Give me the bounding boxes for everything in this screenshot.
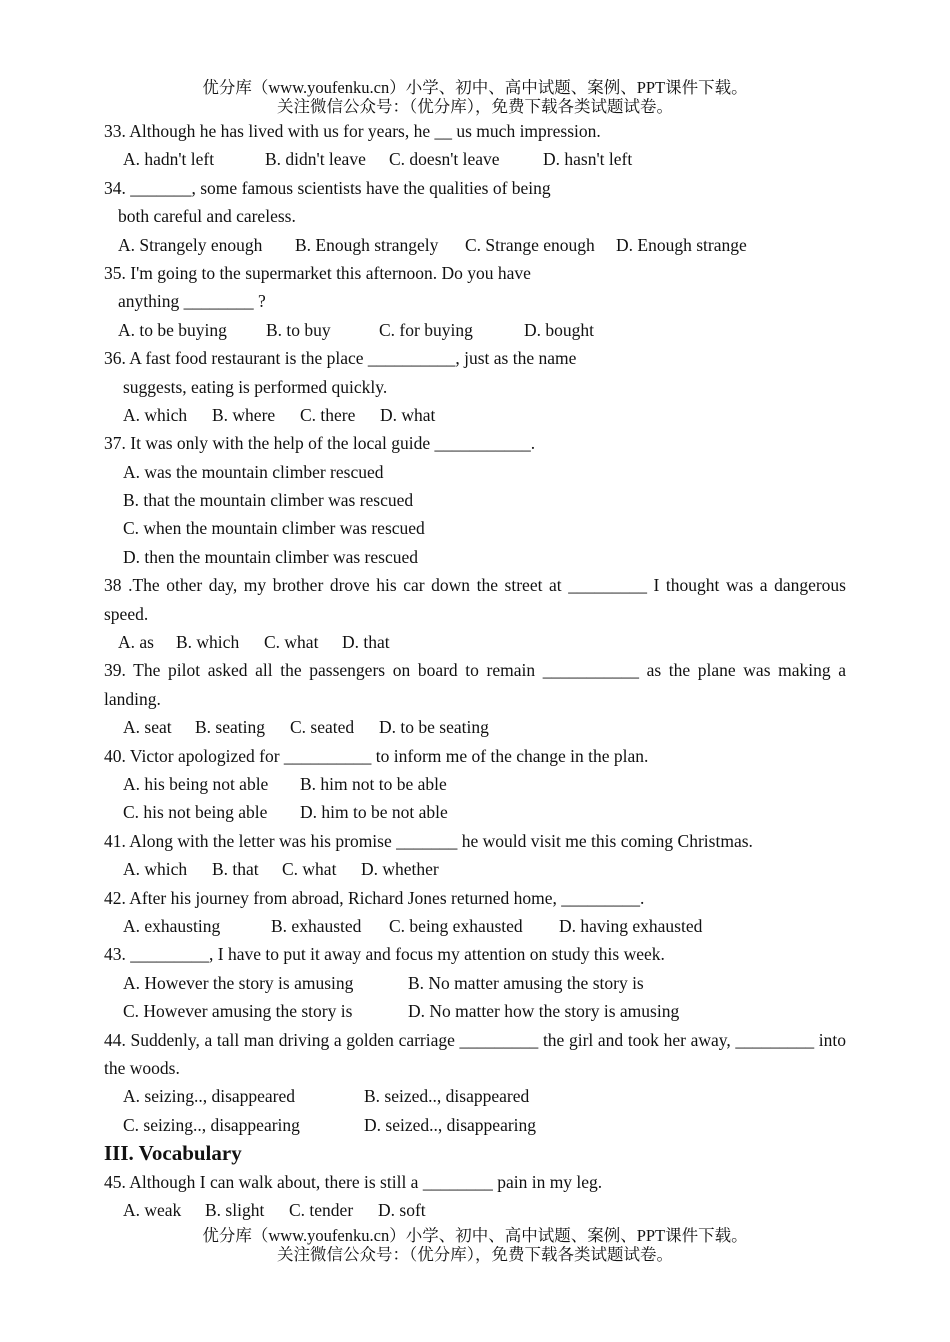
- option-a: A. to be buying: [118, 319, 227, 340]
- option-b: B. seating: [195, 717, 265, 738]
- question-43: [104, 940, 846, 1025]
- option-c: C. Strange enough: [465, 234, 595, 255]
- option-b: B. slight: [205, 1199, 265, 1220]
- options-row: [104, 855, 846, 883]
- option-c: C. his not being able: [123, 802, 268, 823]
- option-c: C. what: [264, 632, 319, 653]
- question-41: [104, 827, 846, 884]
- section-heading: III. Vocabulary: [104, 1141, 242, 1166]
- option-a: A. which: [123, 859, 188, 880]
- options-row: [104, 1196, 846, 1224]
- option-a: A. However the story is amusing: [123, 972, 354, 993]
- option-b: B. where: [212, 404, 276, 425]
- option-a: A. seat: [123, 717, 172, 738]
- header-line-1: 优分库（www.youfenku.cn）小学、初中、高中试题、案例、PPT课件下载。: [202, 78, 748, 97]
- question-39: [104, 656, 846, 741]
- question-38: [104, 571, 846, 656]
- question-stem: 35. I'm going to the supermarket this afternoon. Do you have: [104, 262, 531, 283]
- question-44: [104, 1026, 846, 1140]
- option-d: D. that: [342, 632, 390, 653]
- option-c: C. seated: [290, 717, 355, 738]
- option-b: B. him not to be able: [300, 774, 447, 795]
- option-d: D. having exhausted: [559, 916, 703, 936]
- option-d: D. whether: [361, 859, 439, 880]
- question-stem: 43. _________, I have to put it away and focus my attention on study this week.: [104, 944, 665, 965]
- option-b: B. to buy: [266, 319, 331, 340]
- page-footer: [0, 1226, 950, 1264]
- options-row: [104, 1111, 846, 1139]
- option-b: B. No matter amusing the story is: [408, 972, 644, 993]
- option-c: C. what: [282, 859, 337, 880]
- option-d: D. soft: [378, 1199, 426, 1220]
- question-35: [104, 259, 846, 344]
- option-b: B. Enough strangely: [295, 234, 439, 255]
- option-a: A. Strangely enough: [118, 234, 263, 255]
- option-b: B. seized.., disappeared: [364, 1086, 530, 1107]
- options-row: [104, 912, 846, 940]
- option-d: D. No matter how the story is amusing: [408, 1001, 680, 1022]
- option-c: C. there: [300, 404, 356, 425]
- question-stem-cont: both careful and careless.: [118, 206, 296, 227]
- question-stem: 41. Along with the letter was his promise _______ he would visit me this coming Christmas.: [104, 830, 753, 851]
- option-a: A. weak: [123, 1199, 182, 1220]
- option-d: D. what: [380, 404, 436, 425]
- question-stem: 33. Although he has lived with us for years, he __ us much impression.: [104, 121, 601, 141]
- option-d: D. to be seating: [379, 717, 489, 738]
- question-stem: 42. After his journey from abroad, Richard Jones returned home, _________.: [104, 887, 645, 908]
- option-a: A. seizing.., disappeared: [123, 1086, 296, 1107]
- option-c: C. for buying: [379, 319, 473, 340]
- option-d: D. bought: [524, 319, 594, 340]
- footer-line-2: 关注微信公众号：（优分库），免费下载各类试题试卷。: [277, 1245, 673, 1264]
- question-stem: 34. _______, some famous scientists have the qualities of being: [104, 177, 551, 198]
- question-37: [104, 429, 846, 571]
- options-row: [104, 628, 846, 656]
- question-stem: 40. Victor apologized for __________ to inform me of the change in the plan.: [104, 745, 649, 766]
- options-row: [104, 145, 846, 173]
- option-b: B. which: [176, 632, 240, 653]
- option-c: C. However amusing the story is: [123, 1001, 353, 1022]
- option-d: D. Enough strange: [616, 234, 747, 255]
- option-a: A. which: [123, 404, 188, 425]
- option-a: A. hadn't left: [123, 149, 215, 170]
- option-c: C. seizing.., disappearing: [123, 1114, 300, 1135]
- question-34: [104, 174, 846, 259]
- options-row: [104, 997, 846, 1025]
- question-42: [104, 884, 846, 941]
- question-45: [104, 1168, 846, 1225]
- option-c: C. tender: [289, 1199, 354, 1220]
- option-b: B. that: [212, 859, 259, 880]
- options-row: [104, 231, 846, 259]
- options-row: [104, 1082, 846, 1110]
- question-36: [104, 344, 846, 429]
- option-b: B. exhausted: [271, 916, 362, 936]
- question-stem: 38 .The other day, my brother drove his car down the street at _________ I thought was a dangerous speed.: [104, 575, 846, 624]
- option-d: D. hasn't left: [543, 149, 633, 170]
- option-a: A. as: [118, 632, 154, 653]
- footer-line-1: 优分库（www.youfenku.cn）小学、初中、高中试题、案例、PPT课件下载。: [202, 1226, 748, 1245]
- option-d: D. then the mountain climber was rescued: [123, 546, 418, 567]
- option-d: D. him to be not able: [300, 802, 448, 823]
- header-line-2: 关注微信公众号：（优分库），免费下载各类试题试卷。: [277, 97, 673, 116]
- options-row: [104, 713, 846, 741]
- option-d: D. seized.., disappearing: [364, 1114, 537, 1135]
- question-stem-cont: suggests, eating is performed quickly.: [123, 376, 388, 397]
- options-row: [104, 401, 846, 429]
- option-c: C. when the mountain climber was rescued: [123, 518, 425, 539]
- exam-content: [104, 117, 846, 1224]
- question-stem: 37. It was only with the help of the local guide ___________.: [104, 433, 536, 454]
- question-stem-cont: anything ________ ?: [118, 291, 266, 312]
- question-33: [104, 117, 846, 174]
- options-row: [104, 969, 846, 997]
- question-stem: 36. A fast food restaurant is the place __________, just as the name: [104, 348, 577, 369]
- option-a: A. his being not able: [123, 774, 269, 795]
- option-a: A. exhausting: [123, 916, 221, 936]
- option-b: B. that the mountain climber was rescued: [123, 490, 414, 511]
- question-40: [104, 742, 846, 827]
- options-row: [104, 316, 846, 344]
- option-b: B. didn't leave: [265, 149, 366, 170]
- options-row: [104, 798, 846, 826]
- question-stem: 44. Suddenly, a tall man driving a golden carriage _________ the girl and took her away, _________ into the woods.: [104, 1029, 846, 1078]
- question-stem: 39. The pilot asked all the passengers on board to remain ___________ as the plane was making a landing.: [104, 660, 846, 709]
- option-c: C. doesn't leave: [389, 149, 500, 170]
- option-c: C. being exhausted: [389, 916, 523, 936]
- question-stem: 45. Although I can walk about, there is still a ________ pain in my leg.: [104, 1171, 603, 1192]
- option-a: A. was the mountain climber rescued: [123, 461, 384, 482]
- page-header: [0, 78, 950, 116]
- options-row: [104, 770, 846, 798]
